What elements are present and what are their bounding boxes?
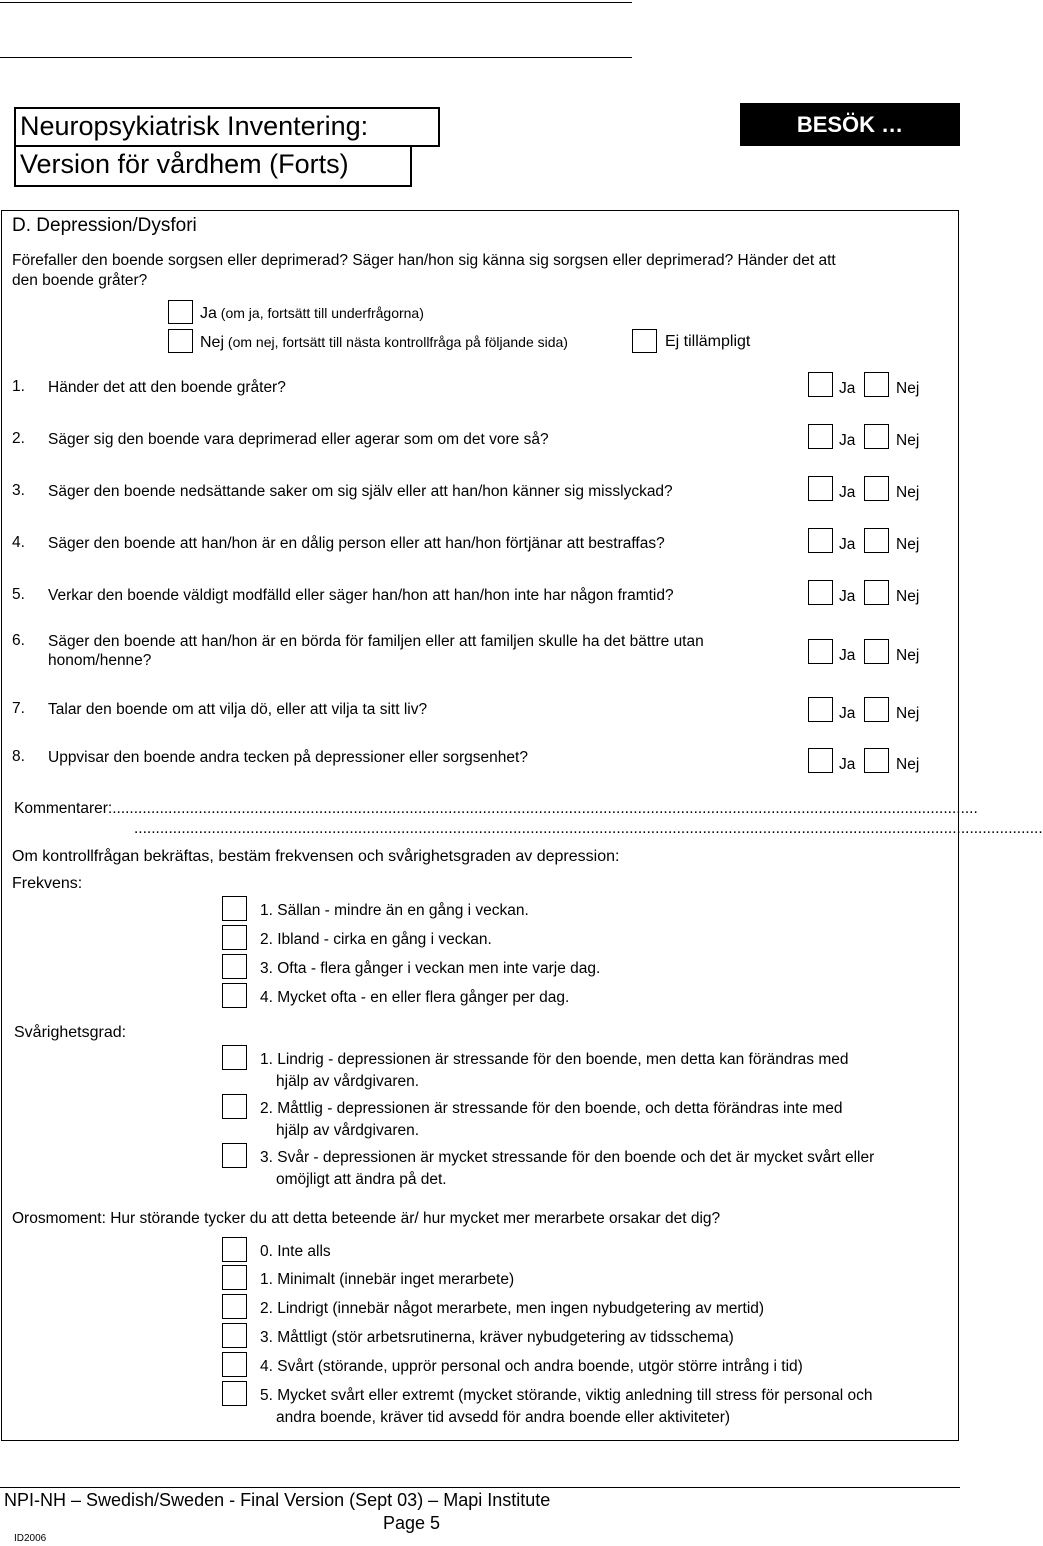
title-line-2: Version för vårdhem (Forts) [14, 147, 412, 187]
answer-yes-label: Ja [839, 380, 856, 397]
answer-yes-label: Ja [839, 705, 856, 722]
distress-checkbox[interactable] [222, 1294, 247, 1319]
answer-no-label: Nej [896, 380, 920, 397]
answer-no-checkbox[interactable] [864, 424, 889, 449]
distress-option: 0. Inte alls [260, 1243, 331, 1260]
comments-dots-2: ................................................................................................................................................................................................................... [134, 820, 1043, 837]
frequency-checkbox[interactable] [222, 954, 247, 979]
frequency-option: 2. Ibland - cirka en gång i veckan. [260, 931, 492, 948]
severity-label: Svårighetsgrad: [14, 1024, 127, 1041]
not-applicable-checkbox[interactable] [632, 329, 657, 353]
severity-option: 1. Lindrig - depressionen är stressande för den boende, men detta kan förändras med hjälp av vårdgivaren. [260, 1051, 849, 1090]
question-text [48, 378, 286, 397]
question-text [48, 534, 665, 553]
frequency-checkbox[interactable] [222, 925, 247, 950]
answer-yes-checkbox[interactable] [808, 639, 833, 664]
answer-no-checkbox[interactable] [864, 528, 889, 553]
severity-checkbox[interactable] [222, 1143, 247, 1168]
question-text [48, 748, 528, 767]
confirm-text: Om kontrollfrågan bekräftas, bestäm frekvensen och svårighetsgraden av depression: [12, 848, 620, 865]
question-line-1: Uppvisar den boende andra tecken på depressioner eller sorgsenhet? [48, 749, 528, 766]
severity-checkbox[interactable] [222, 1094, 247, 1119]
severity-option: 3. Svår - depressionen är mycket stressande för den boende och det är mycket svårt eller omöjligt att ändra på det. [260, 1149, 875, 1188]
answer-no-label: Nej [896, 756, 920, 773]
frequency-option: 4. Mycket ofta - en eller flera gånger per dag. [260, 989, 570, 1006]
comments-dots-1: ......................................................................................................................................................................................................... [112, 800, 978, 817]
question-number: 8. [12, 748, 25, 765]
answer-no-checkbox[interactable] [864, 580, 889, 605]
answer-yes-label: Ja [839, 647, 856, 664]
answer-yes-checkbox[interactable] [808, 372, 833, 397]
distress-option: 3. Måttligt (stör arbetsrutinerna, kräver nybudgetering av tidsschema) [260, 1329, 734, 1346]
answer-no-label: Nej [896, 588, 920, 605]
question-line-1: Säger den boende nedsättande saker om sig själv eller att han/hon känner sig misslyckad? [48, 483, 673, 500]
answer-yes-checkbox[interactable] [808, 424, 833, 449]
frequency-label: Frekvens: [12, 875, 83, 892]
answer-yes-label: Ja [839, 536, 856, 553]
distress-option: 4. Svårt (störande, upprör personal och andra boende, utgör större intrång i tid) [260, 1358, 803, 1375]
distress-checkbox[interactable] [222, 1381, 247, 1406]
answer-yes-label: Ja [839, 756, 856, 773]
question-line-1: Verkar den boende väldigt modfälld eller säger han/hon att han/hon inte har någon framtid? [48, 587, 674, 604]
answer-yes-checkbox[interactable] [808, 748, 833, 773]
question-number: 5. [12, 586, 25, 603]
screen-yes-label: Ja (om ja, fortsätt till underfrågorna) [200, 305, 424, 322]
frequency-checkbox[interactable] [222, 983, 247, 1008]
screen-yes-checkbox[interactable] [168, 300, 193, 324]
answer-yes-label: Ja [839, 484, 856, 501]
comments-label: Kommentarer:......................................................................................................................................................................................................... [14, 800, 978, 817]
answer-no-checkbox[interactable] [864, 372, 889, 397]
top-rule-2 [0, 57, 632, 58]
answer-yes-checkbox[interactable] [808, 528, 833, 553]
footer-line: NPI-NH – Swedish/Sweden - Final Version (Sept 03) – Mapi Institute [4, 1490, 551, 1510]
question-line-1: Säger den boende att han/hon är en börda för familjen eller att familjen skulle ha det bättre utan [48, 633, 704, 650]
question-number: 6. [12, 632, 25, 649]
question-number: 3. [12, 482, 25, 499]
frequency-checkbox[interactable] [222, 896, 247, 921]
distress-option: 5. Mycket svårt eller extremt (mycket störande, viktig anledning till stress för personal och andra boende, kräver tid avsedd för andra boende eller aktiviteter) [260, 1387, 873, 1426]
frequency-option: 1. Sällan - mindre än en gång i veckan. [260, 902, 529, 919]
answer-yes-label: Ja [839, 432, 856, 449]
distress-checkbox[interactable] [222, 1323, 247, 1348]
intro-line-1: Förefaller den boende sorgsen eller deprimerad? Säger han/hon sig känna sig sorgsen eller deprimerad? Händer det att [12, 252, 836, 269]
answer-yes-checkbox[interactable] [808, 697, 833, 722]
footer-code: ID2006 [14, 1533, 47, 1544]
answer-no-checkbox[interactable] [864, 476, 889, 501]
question-number: 4. [12, 534, 25, 551]
footer-rule [0, 1487, 960, 1488]
answer-yes-checkbox[interactable] [808, 476, 833, 501]
distress-checkbox[interactable] [222, 1352, 247, 1377]
question-text [48, 586, 674, 605]
answer-no-checkbox[interactable] [864, 639, 889, 664]
visit-label: BESÖK … [740, 103, 960, 146]
footer-page: Page 5 [383, 1513, 441, 1533]
section-heading: D. Depression/Dysfori [12, 215, 197, 236]
question-text [48, 430, 549, 449]
question-line-1: Talar den boende om att vilja dö, eller att vilja ta sitt liv? [48, 701, 428, 718]
question-line-1: Säger den boende att han/hon är en dålig person eller att han/hon förtjänar att bestraffas? [48, 535, 665, 552]
question-text [48, 632, 704, 670]
severity-checkbox[interactable] [222, 1045, 247, 1070]
answer-no-label: Nej [896, 536, 920, 553]
screen-no-label: Nej (om nej, fortsätt till nästa kontrollfråga på följande sida) [200, 334, 568, 351]
question-text [48, 700, 427, 719]
answer-no-label: Nej [896, 484, 920, 501]
question-line-2: honom/henne? [48, 652, 152, 669]
distress-option: 1. Minimalt (innebär inget merarbete) [260, 1271, 515, 1288]
title-line-1: Neuropsykiatrisk Inventering: [14, 107, 440, 147]
question-line-1: Säger sig den boende vara deprimerad eller agerar som om det vore så? [48, 431, 549, 448]
answer-no-label: Nej [896, 705, 920, 722]
intro-line-2: den boende gråter? [12, 272, 148, 289]
question-number: 1. [12, 378, 25, 395]
distress-checkbox[interactable] [222, 1237, 247, 1262]
question-line-1: Händer det att den boende gråter? [48, 379, 286, 396]
distress-label: Orosmoment: Hur störande tycker du att detta beteende är/ hur mycket mer merarbete orsakar det dig? [12, 1210, 721, 1227]
screen-no-checkbox[interactable] [168, 329, 193, 353]
question-text [48, 482, 673, 501]
top-rule-1 [0, 2, 632, 3]
severity-option: 2. Måttlig - depressionen är stressande för den boende, och detta förändras inte med hjälp av vårdgivaren. [260, 1100, 843, 1139]
frequency-option: 3. Ofta - flera gånger i veckan men inte varje dag. [260, 960, 601, 977]
answer-no-checkbox[interactable] [864, 748, 889, 773]
question-number: 2. [12, 430, 25, 447]
answer-no-label: Nej [896, 647, 920, 664]
question-number: 7. [12, 700, 25, 717]
not-applicable-label: Ej tillämpligt [665, 333, 751, 350]
answer-yes-checkbox[interactable] [808, 580, 833, 605]
distress-checkbox[interactable] [222, 1265, 247, 1290]
answer-yes-label: Ja [839, 588, 856, 605]
answer-no-label: Nej [896, 432, 920, 449]
answer-no-checkbox[interactable] [864, 697, 889, 722]
distress-option: 2. Lindrigt (innebär något merarbete, men ingen nybudgetering av mertid) [260, 1300, 765, 1317]
